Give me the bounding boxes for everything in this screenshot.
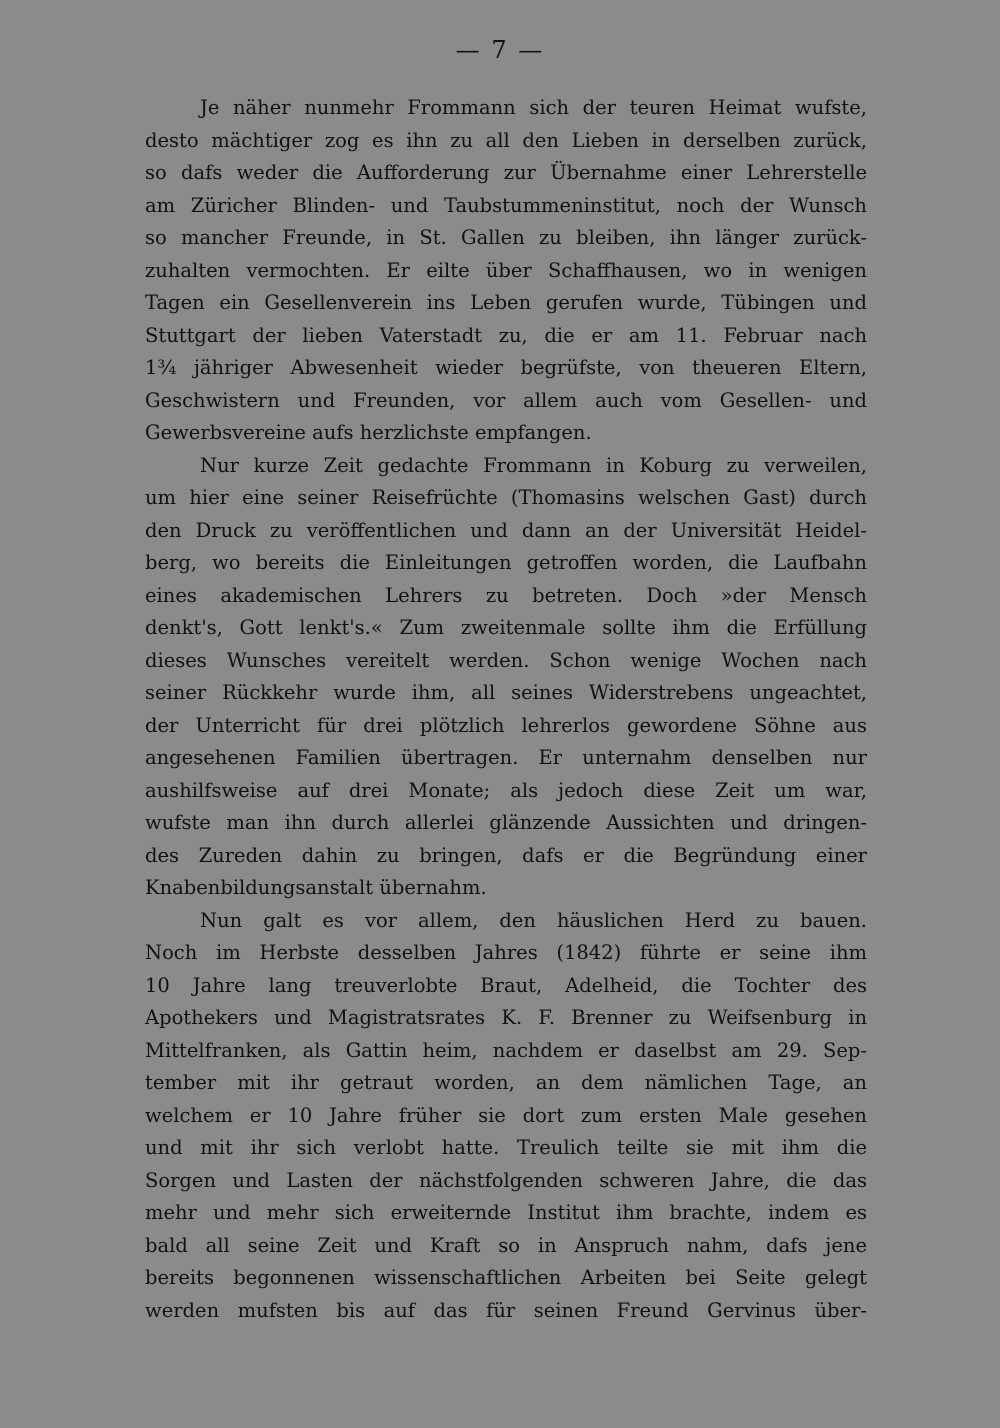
text-line: Knabenbildungsanstalt übernahm.	[145, 876, 487, 899]
text-line: Je näher nunmehr Frommann sich der teuren Heimat wufste,	[200, 96, 867, 119]
text-line: Apothekers und Magistratsrates K. F. Brenner zu Weifsenburg in	[145, 1006, 867, 1029]
text-line: so mancher Freunde, in St. Gallen zu bleiben, ihn länger zurück-	[145, 226, 867, 249]
text-line: Nun galt es vor allem, den häuslichen Herd zu bauen.	[200, 908, 867, 932]
text-line: denkt's, Gott lenkt's.« Zum zweitenmale sollte ihm die Erfüllung	[145, 616, 867, 639]
text-line: werden mufsten bis auf das für seinen Freund Gervinus über-	[145, 1298, 867, 1322]
text-line: Mittelfranken, als Gattin heim, nachdem er daselbst am 29. Sep-	[145, 1038, 867, 1062]
text-line: seiner Rückkehr wurde ihm, all seines Widerstrebens ungeachtet,	[145, 681, 867, 704]
text-line: des Zureden dahin zu bringen, dafs er die Begründung einer	[145, 843, 867, 867]
text-line: Tagen ein Gesellenverein ins Leben gerufen wurde, Tübingen und	[145, 291, 867, 314]
text-line: eines akademischen Lehrers zu betreten. Doch »der Mensch	[145, 583, 867, 607]
text-line: aushilfsweise auf drei Monate; als jedoch diese Zeit um war,	[145, 778, 867, 802]
body-text	[145, 92, 867, 1327]
text-line: und mit ihr sich verlobt hatte. Treulich teilte sie mit ihm die	[145, 1136, 867, 1159]
text-line: der Unterricht für drei plötzlich lehrerlos gewordene Söhne aus	[145, 713, 867, 737]
text-line: wufste man ihn durch allerlei glänzende Aussichten und dringen-	[145, 811, 867, 834]
text-line: tember mit ihr getraut worden, an dem nämlichen Tage, an	[145, 1071, 867, 1094]
text-line: 10 Jahre lang treuverlobte Braut, Adelheid, die Tochter des	[145, 973, 867, 997]
text-line: 1¾ jähriger Abwesenheit wieder begrüfste, von theueren Eltern,	[145, 356, 867, 379]
text-line: bereits begonnenen wissenschaftlichen Arbeiten bei Seite gelegt	[145, 1266, 867, 1289]
text-line: zuhalten vermochten. Er eilte über Schaffhausen, wo in wenigen	[145, 258, 867, 282]
text-line: dieses Wunsches vereitelt werden. Schon wenige Wochen nach	[145, 648, 867, 672]
text-line: bald all seine Zeit und Kraft so in Anspruch nahm, dafs jene	[145, 1233, 867, 1257]
text-line: welchem er 10 Jahre früher sie dort zum ersten Male gesehen	[145, 1103, 867, 1127]
text-line: so dafs weder die Aufforderung zur Übernahme einer Lehrerstelle	[145, 161, 867, 184]
text-line: Stuttgart der lieben Vaterstadt zu, die er am 11. Februar nach	[145, 323, 867, 347]
text-line: den Druck zu veröffentlichen und dann an der Universität Heidel-	[145, 518, 867, 542]
text-line: Nur kurze Zeit gedachte Frommann in Koburg zu verweilen,	[200, 453, 867, 477]
page-number: — 7 —	[455, 36, 545, 64]
text-line: desto mächtiger zog es ihn zu all den Lieben in derselben zurück,	[145, 128, 867, 152]
text-line: mehr und mehr sich erweiternde Institut ihm brachte, indem es	[145, 1201, 867, 1224]
text-line: Sorgen und Lasten der nächstfolgenden schweren Jahre, die das	[145, 1168, 867, 1192]
text-line: Geschwistern und Freunden, vor allem auch vom Gesellen- und	[145, 388, 867, 412]
text-line: Noch im Herbste desselben Jahres (1842) führte er seine ihm	[145, 941, 867, 964]
text-line: um hier eine seiner Reisefrüchte (Thomasins welschen Gast) durch	[145, 486, 867, 509]
text-line: berg, wo bereits die Einleitungen getroffen worden, die Laufbahn	[145, 551, 867, 574]
text-line: Gewerbsvereine aufs herzlichste empfangen.	[145, 421, 592, 444]
text-line: am Züricher Blinden- und Taubstummeninstitut, noch der Wunsch	[145, 193, 867, 217]
text-line: angesehenen Familien übertragen. Er unternahm denselben nur	[145, 746, 867, 769]
